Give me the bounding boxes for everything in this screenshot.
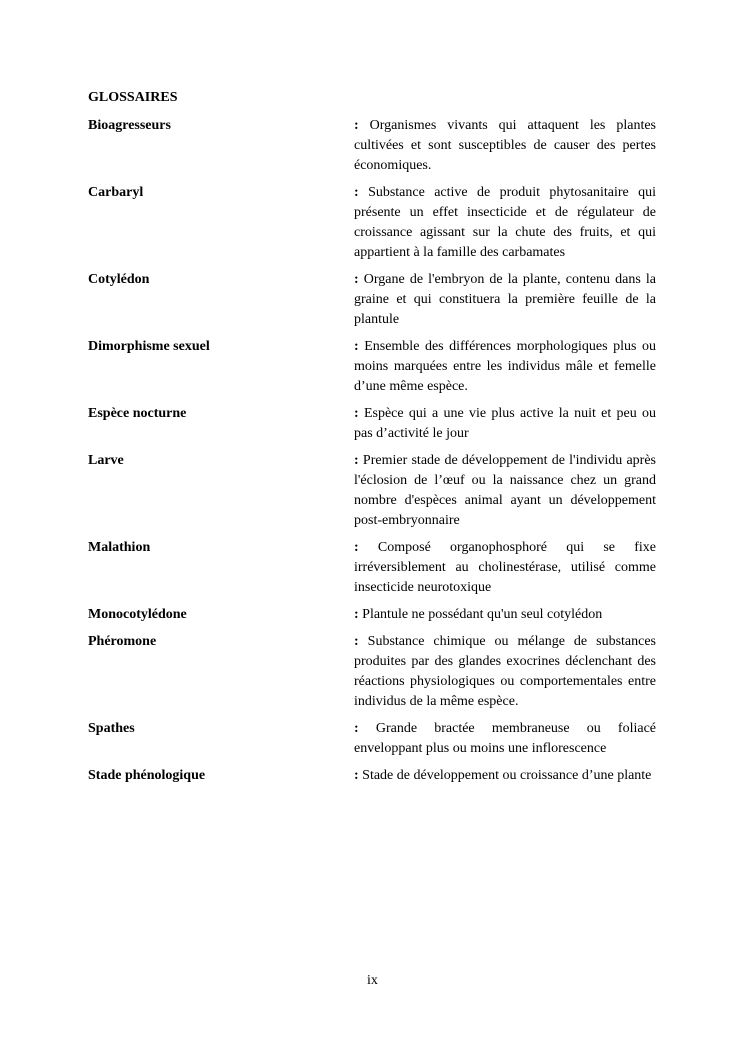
glossary-entry: [88, 632, 657, 712]
glossary-entry: [88, 719, 657, 759]
glossary-definition: [354, 404, 656, 444]
glossary-entry: [88, 605, 657, 625]
glossary-entry: [88, 270, 657, 330]
page-number: ix: [367, 973, 378, 988]
glossary-term: Cotylédon: [88, 272, 150, 287]
definition-text: Composé organophosphoré qui se fixe irréversiblement au cholinestérase, utilisé comme insecticide neurotoxique: [354, 540, 656, 595]
definition-text: Organe de l'embryon de la plante, contenu dans la graine et qui constituera la première feuille de la plantule: [354, 272, 657, 327]
definition-text: Organismes vivants qui attaquent les plantes cultivées et sont susceptibles de causer des pertes économiques.: [354, 118, 656, 173]
glossary-entry: [88, 451, 657, 531]
glossary-entry: [88, 183, 657, 263]
definition-separator: :: [354, 453, 359, 468]
glossary-definition: [354, 183, 656, 263]
definition-text: Espèce qui a une vie plus active la nuit et peu ou pas d’activité le jour: [354, 406, 656, 441]
definition-text: Substance chimique ou mélange de substances produites par des glandes exocrines déclenchant des réactions physiologiques ou comportementales entre individus de la même espèce.: [354, 634, 657, 709]
glossary-term: Malathion: [88, 540, 151, 555]
definition-separator: :: [354, 339, 359, 354]
definition-separator: :: [354, 406, 359, 421]
glossary-definition: [354, 538, 656, 598]
glossary-term: Espèce nocturne: [88, 406, 187, 421]
glossary-list: [88, 116, 657, 793]
glossary-entry: [88, 766, 657, 786]
definition-text: Substance active de produit phytosanitaire qui présente un effet insecticide et de régulateur de croissance agissant sur la chute des fruits, et qui appartient à la famille des carbamates: [354, 185, 657, 260]
definition-separator: :: [354, 185, 359, 200]
definition-separator: :: [354, 634, 359, 649]
definition-separator: :: [354, 768, 359, 783]
glossary-term: Phéromone: [88, 634, 157, 649]
glossary-entry: [88, 337, 657, 397]
glossary-term: Dimorphisme sexuel: [88, 339, 210, 354]
glossary-definition: [354, 766, 656, 786]
glossary-term: Monocotylédone: [88, 607, 187, 622]
definition-separator: :: [354, 607, 359, 622]
glossary-term: Larve: [88, 453, 124, 468]
definition-separator: :: [354, 118, 359, 133]
glossary-entry: [88, 404, 657, 444]
glossary-term: Stade phénologique: [88, 768, 206, 783]
glossary-term: Bioagresseurs: [88, 118, 171, 133]
definition-text: Stade de développement ou croissance d’une plante: [362, 768, 652, 783]
glossary-definition: [354, 719, 656, 759]
glossary-term: Spathes: [88, 721, 135, 736]
glossary-definition: [354, 337, 656, 397]
glossary-heading: GLOSSAIRES: [88, 90, 178, 105]
definition-separator: :: [354, 721, 359, 736]
definition-separator: :: [354, 272, 359, 287]
glossary-definition: [354, 632, 656, 712]
definition-text: Plantule ne possédant qu'un seul cotylédon: [362, 607, 603, 622]
definition-text: Ensemble des différences morphologiques plus ou moins marquées entre les individus mâle et femelle d’une même espèce.: [354, 339, 656, 394]
definition-separator: :: [354, 540, 359, 555]
definition-text: Grande bractée membraneuse ou foliacé enveloppant plus ou moins une inflorescence: [354, 721, 657, 756]
glossary-entry: [88, 116, 657, 176]
glossary-definition: [354, 116, 656, 176]
glossary-definition: [354, 451, 656, 531]
definition-text: Premier stade de développement de l'individu après l'éclosion de l’œuf ou la naissance chez un grand nombre d'espèces animal ayant un développement post-embryonnaire: [354, 453, 657, 528]
glossary-entry: [88, 538, 657, 598]
glossary-definition: [354, 605, 656, 625]
glossary-term: Carbaryl: [88, 185, 144, 200]
glossary-definition: [354, 270, 656, 330]
